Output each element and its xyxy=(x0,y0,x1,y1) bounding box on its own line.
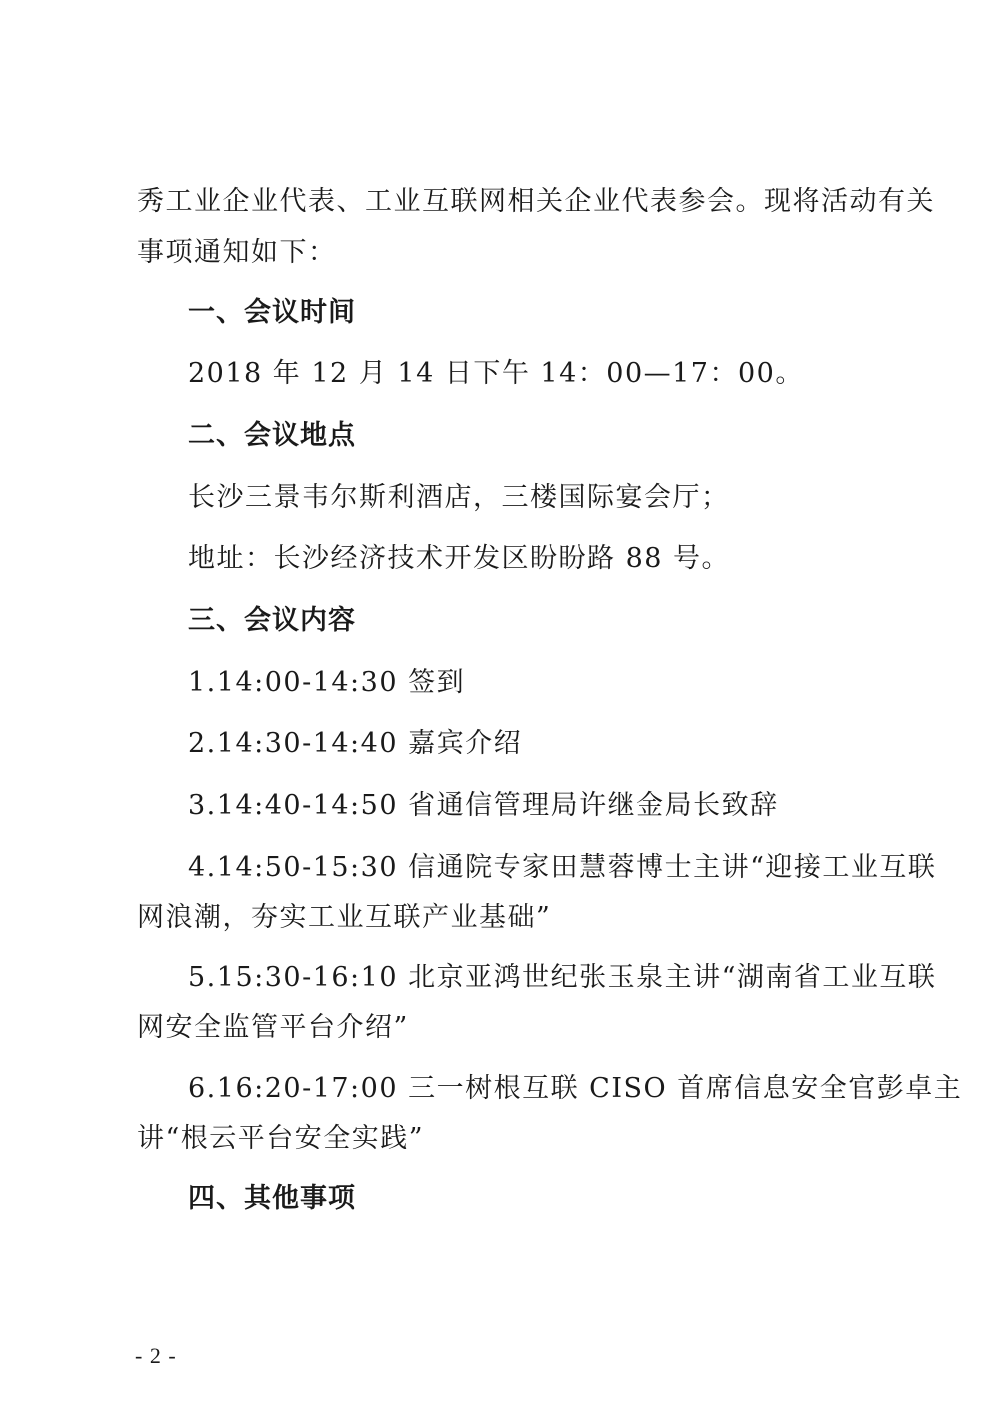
agenda-item-4-line-1: 4.14:50-15:30 信通院专家田慧蓉博士主讲“迎接工业互联 xyxy=(188,852,937,883)
agenda-item-6-line-1: 6.16:20-17:00 三一树根互联 CISO 首席信息安全官彭卓主 xyxy=(188,1073,963,1104)
agenda-item-4-line-2: 网浪潮，夯实工业互联产业基础” xyxy=(137,902,552,933)
agenda-item-6-line-2: 讲“根云平台安全实践” xyxy=(137,1123,425,1154)
section-heading-other: 四、其他事项 xyxy=(188,1183,356,1214)
agenda-item-2: 2.14:30-14:40 嘉宾介绍 xyxy=(188,728,523,759)
intro-paragraph-line-2: 事项通知如下： xyxy=(137,237,337,268)
section-heading-time: 一、会议时间 xyxy=(188,297,356,328)
section-heading-content: 三、会议内容 xyxy=(188,605,356,636)
section-heading-location: 二、会议地点 xyxy=(188,420,356,451)
venue-text: 长沙三景韦尔斯利酒店，三楼国际宴会厅； xyxy=(188,482,730,513)
intro-paragraph-line-1: 秀工业企业代表、工业互联网相关企业代表参会。现将活动有关 xyxy=(137,186,935,217)
agenda-item-5-line-1: 5.15:30-16:10 北京亚鸿世纪张玉泉主讲“湖南省工业互联 xyxy=(188,962,937,993)
agenda-item-3: 3.14:40-14:50 省通信管理局许继金局长致辞 xyxy=(188,790,779,821)
page-number: - 2 - xyxy=(135,1343,177,1368)
address-text: 地址：长沙经济技术开发区盼盼路 88 号。 xyxy=(188,543,731,574)
agenda-item-1: 1.14:00-14:30 签到 xyxy=(188,667,466,698)
meeting-time-text: 2018 年 12 月 14 日下午 14：00—17：00。 xyxy=(188,358,804,389)
agenda-item-5-line-2: 网安全监管平台介绍” xyxy=(137,1012,409,1043)
